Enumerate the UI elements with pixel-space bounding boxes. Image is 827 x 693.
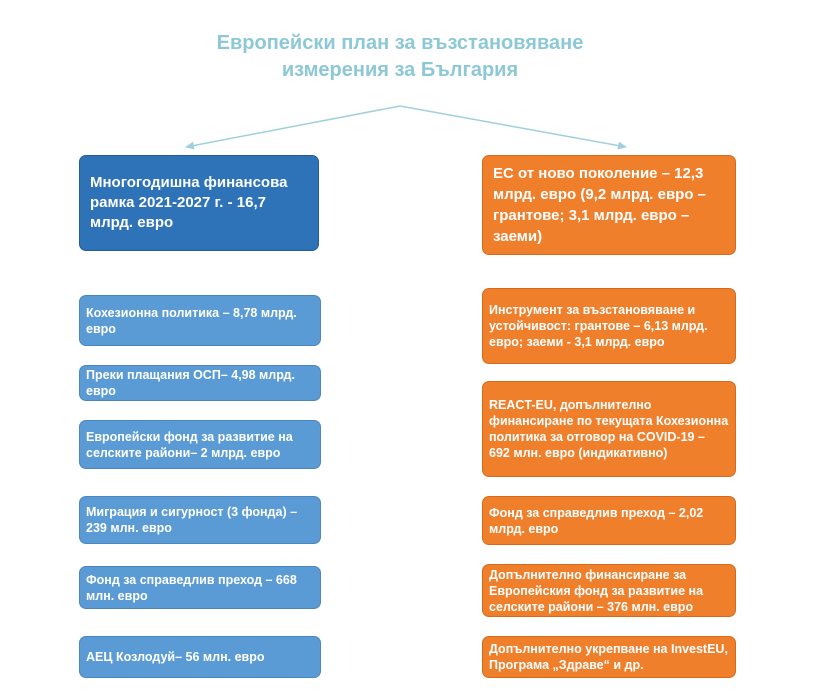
right-item-just-transition	[482, 496, 736, 545]
title-line-2: измерения за България	[281, 59, 519, 81]
left-item-text: Кохезионна политика – 8,78 млрд. евро	[86, 305, 297, 336]
left-item-rural-fund	[79, 420, 321, 469]
mff-main-box	[79, 155, 319, 251]
left-item-cohesion	[79, 295, 321, 346]
right-item-rural-fund	[482, 564, 736, 617]
left-item-just-transition	[79, 566, 321, 609]
next-gen-eu-main-text: ЕС от ново поколение – 12,3 млрд. евро (9,2 млрд. евро – грантове; 3,1 млрд. евро – заеми)	[493, 165, 707, 245]
left-item-text: Фонд за справедлив преход – 668 млн. евро	[86, 572, 297, 603]
right-item-react-eu	[482, 381, 736, 477]
left-item-text: Преки плащания ОСП– 4,98 млрд. евро	[86, 368, 295, 398]
title-line-1: Европейски план за възстановяване	[216, 32, 584, 54]
right-item-text: REACT-EU, допълнително финансиране по текущата Кохезионна политика за отговор на COVID-19 – 692 млн. евро (индикативно)	[489, 398, 729, 460]
left-item-text: АЕЦ Козлодуй– 56 млн. евро	[86, 650, 265, 664]
right-item-text: Фонд за справедлив преход – 2,02 млрд. евро	[489, 505, 704, 536]
right-item-rrf	[482, 288, 736, 364]
next-gen-eu-main-box	[482, 155, 736, 255]
right-item-text: Допълнително финансиране за Европейския фонд за развитие на селските райони – 376 млн. евро	[489, 567, 704, 614]
left-item-direct-payments	[79, 365, 321, 401]
right-item-text: Инструмент за възстановяване и устойчивост: грантове – 6,13 млрд. евро; заеми - 3,1 млрд. евро	[489, 303, 708, 349]
left-item-kozloduy	[79, 636, 321, 678]
left-item-text: Миграция и сигурност (3 фонда) – 239 млн. евро	[86, 505, 298, 535]
arrow-to-left	[186, 106, 400, 147]
mff-main-text: Многогодишна финансова рамка 2021-2027 г. - 16,7 млрд. евро	[90, 174, 288, 231]
right-item-investeu	[482, 636, 736, 678]
arrow-to-right	[400, 106, 626, 147]
left-item-migration	[79, 496, 321, 544]
right-item-text: Допълнително укрепване на InvestEU, Програма „Здраве“ и др.	[489, 642, 728, 672]
left-item-text: Европейски фонд за развитие на селските райони– 2 млрд. евро	[86, 429, 293, 460]
